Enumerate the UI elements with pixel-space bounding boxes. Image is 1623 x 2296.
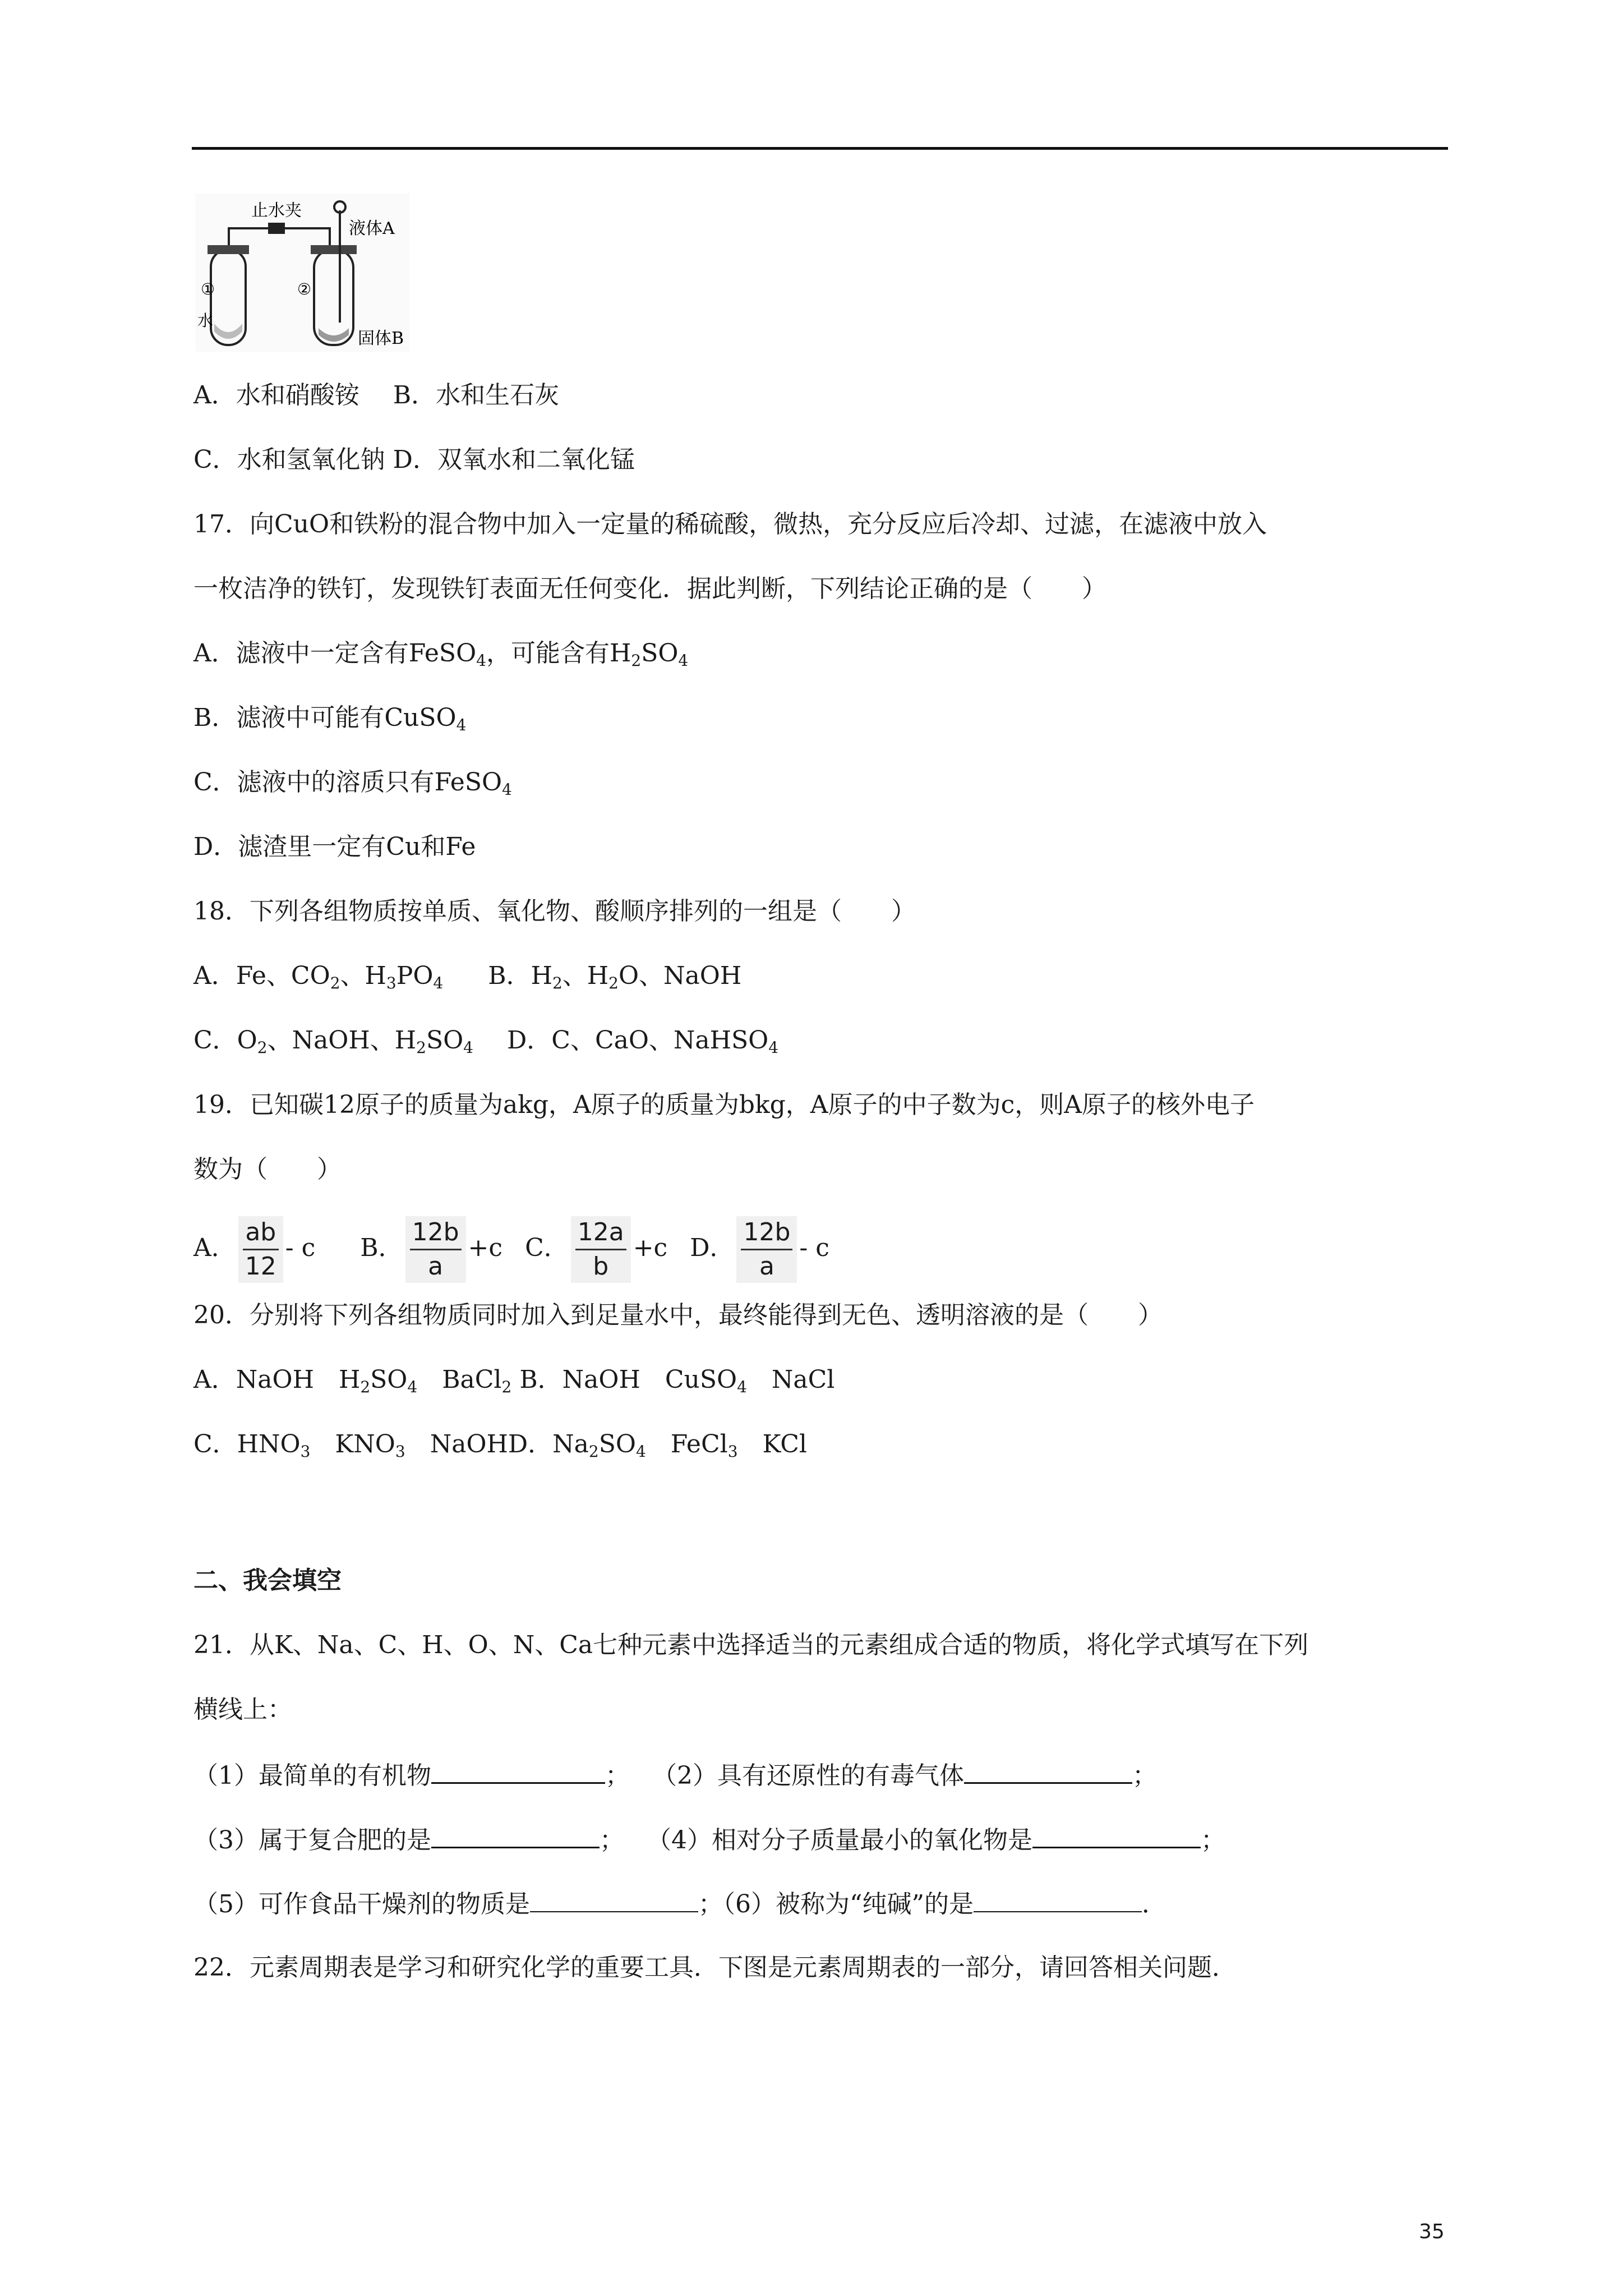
header-rule: [192, 147, 1448, 150]
q20-options-ab: [193, 1363, 834, 1397]
q19-c-fraction: $\frac{12a}{b}$: [571, 1216, 631, 1283]
q19-option-d: D． $\frac{12b}{a}$ - c: [690, 1234, 829, 1262]
q17-option-a: A．滤液中一定含有FeSO$_4$，可能含有$H_2SO_4$: [193, 639, 689, 670]
q16-option-d: D．双氧水和二氧化锰: [393, 445, 635, 474]
q21-row-2: （3）属于复合肥的是 ； （4）相对分子质量最小的氧化物是 ；: [193, 1822, 1225, 1857]
q18-option-b: B．$H_2$、$H_2O$、NaOH: [488, 961, 742, 992]
q20-option-c: C．$HNO_3$ $KNO_3$ NaOH: [193, 1430, 508, 1461]
q19-stem-1: 19．已知碳12原子的质量为akg，A原子的质量为bkg，A原子的中子数为c，则A原子的核外电子: [193, 1091, 1255, 1119]
q21-stem-1: 21．从K、Na、C、H、O、N、Ca七种元素中选择适当的元素组成合适的物质，将化学式填写在下列: [193, 1631, 1309, 1659]
q19-d-fraction: $\frac{12b}{a}$: [736, 1216, 797, 1283]
solid-label: 固体B: [358, 329, 404, 348]
q17-stem-2: 一枚洁净的铁钉，发现铁钉表面无任何变化．据此判断，下列结论正确的是（ ）: [193, 574, 1106, 603]
q21-row-1: （1）最简单的有机物 ； （2）具有还原性的有毒气体 ；: [193, 1757, 1157, 1793]
q21-blank-1[interactable]: [431, 1757, 605, 1784]
liquid-label: 液体A: [349, 219, 395, 238]
q18-option-c: C．$O_2$、NaOH、$H_2SO_4$: [193, 1026, 473, 1057]
q17-option-b: B．滤液中可能有CuSO$_4$: [193, 703, 467, 734]
q19-a-fraction: $\frac{ab}{12}$: [238, 1216, 283, 1283]
water-label: 水: [197, 311, 214, 330]
q19-stem-2: 数为（ ）: [193, 1155, 342, 1184]
q20-option-d: D．$Na_2SO_4$ FeCl$_3$ KCl: [508, 1430, 807, 1461]
q18-options-ab: [193, 959, 741, 993]
q22-stem: 22．元素周期表是学习和研究化学的重要工具．下图是元素周期表的一部分，请回答相关问题．: [193, 1953, 1237, 1982]
q19-options: [193, 1212, 829, 1285]
q21-blank-5[interactable]: [530, 1887, 698, 1912]
q18-option-a: A．Fe、$CO_2$、$H_3PO_4$: [193, 961, 444, 992]
q21-part-2: （2）具有还原性的有毒气体: [652, 1761, 964, 1790]
q16-option-b: B．水和生石灰: [393, 381, 560, 409]
q21-stem-2: 横线上：: [193, 1695, 292, 1724]
q19-option-b: B． $\frac{12b}{a}$ +c: [360, 1234, 502, 1262]
section-2-heading: 二、我会填空: [193, 1566, 342, 1595]
q21-part-6: （6）被称为“纯碱”的是: [723, 1890, 974, 1918]
q18-option-d: D．C、CaO、NaHSO$_4$: [507, 1026, 779, 1057]
q20-option-b: B．NaOH CuSO$_4$ NaCl: [519, 1365, 835, 1396]
q21-blank-2[interactable]: [964, 1757, 1132, 1784]
clamp-label: 止水夹: [251, 201, 302, 220]
q16-option-a: A．水和硝酸铵: [193, 381, 359, 409]
q16-option-c: C．水和氢氧化钠: [193, 445, 385, 474]
q18-options-cd: [193, 1024, 778, 1057]
q21-part-1: （1）最简单的有机物: [193, 1761, 431, 1790]
q21-blank-4[interactable]: [1032, 1822, 1201, 1848]
q19-b-fraction: $\frac{12b}{a}$: [405, 1216, 466, 1283]
q18-stem: 18．下列各组物质按单质、氧化物、酸顺序排列的一组是（ ）: [193, 897, 916, 926]
q20-options-cd: [193, 1428, 807, 1461]
page-number: 35: [1419, 2220, 1445, 2243]
q19-option-c: C． $\frac{12a}{b}$ +c: [525, 1234, 667, 1262]
q16-options-cd: [193, 443, 635, 477]
q17-option-c: C．滤液中的溶质只有FeSO$_4$: [193, 768, 512, 799]
q21-part-4: （4）相对分子质量最小的氧化物是: [647, 1826, 1032, 1855]
apparatus-figure: [195, 194, 409, 352]
q19-option-a: A． $\frac{ab}{12}$ - c: [193, 1234, 315, 1262]
q21-row-3: （5）可作食品干燥剂的物质是 ；（6）被称为“纯碱”的是 ．: [193, 1887, 1166, 1921]
q21-part-3: （3）属于复合肥的是: [193, 1826, 431, 1855]
q17-stem-1: 17．向CuO和铁粉的混合物中加入一定量的稀硫酸，微热，充分反应后冷却、过滤，在滤液中放入: [193, 510, 1267, 539]
q20-option-a: A．NaOH $H_2SO_4$ BaCl$_2$: [193, 1365, 512, 1396]
q20-stem: 20．分别将下列各组物质同时加入到足量水中，最终能得到无色、透明溶液的是（ ）: [193, 1301, 1163, 1329]
q21-part-5: （5）可作食品干燥剂的物质是: [193, 1890, 530, 1918]
q21-blank-3[interactable]: [431, 1822, 600, 1848]
q21-blank-6[interactable]: [974, 1887, 1142, 1912]
q17-option-d: D．滤渣里一定有Cu和Fe: [193, 832, 476, 861]
tube2-label: ②: [297, 280, 312, 298]
q16-options-ab: [193, 379, 559, 412]
tube1-label: ①: [201, 280, 215, 298]
